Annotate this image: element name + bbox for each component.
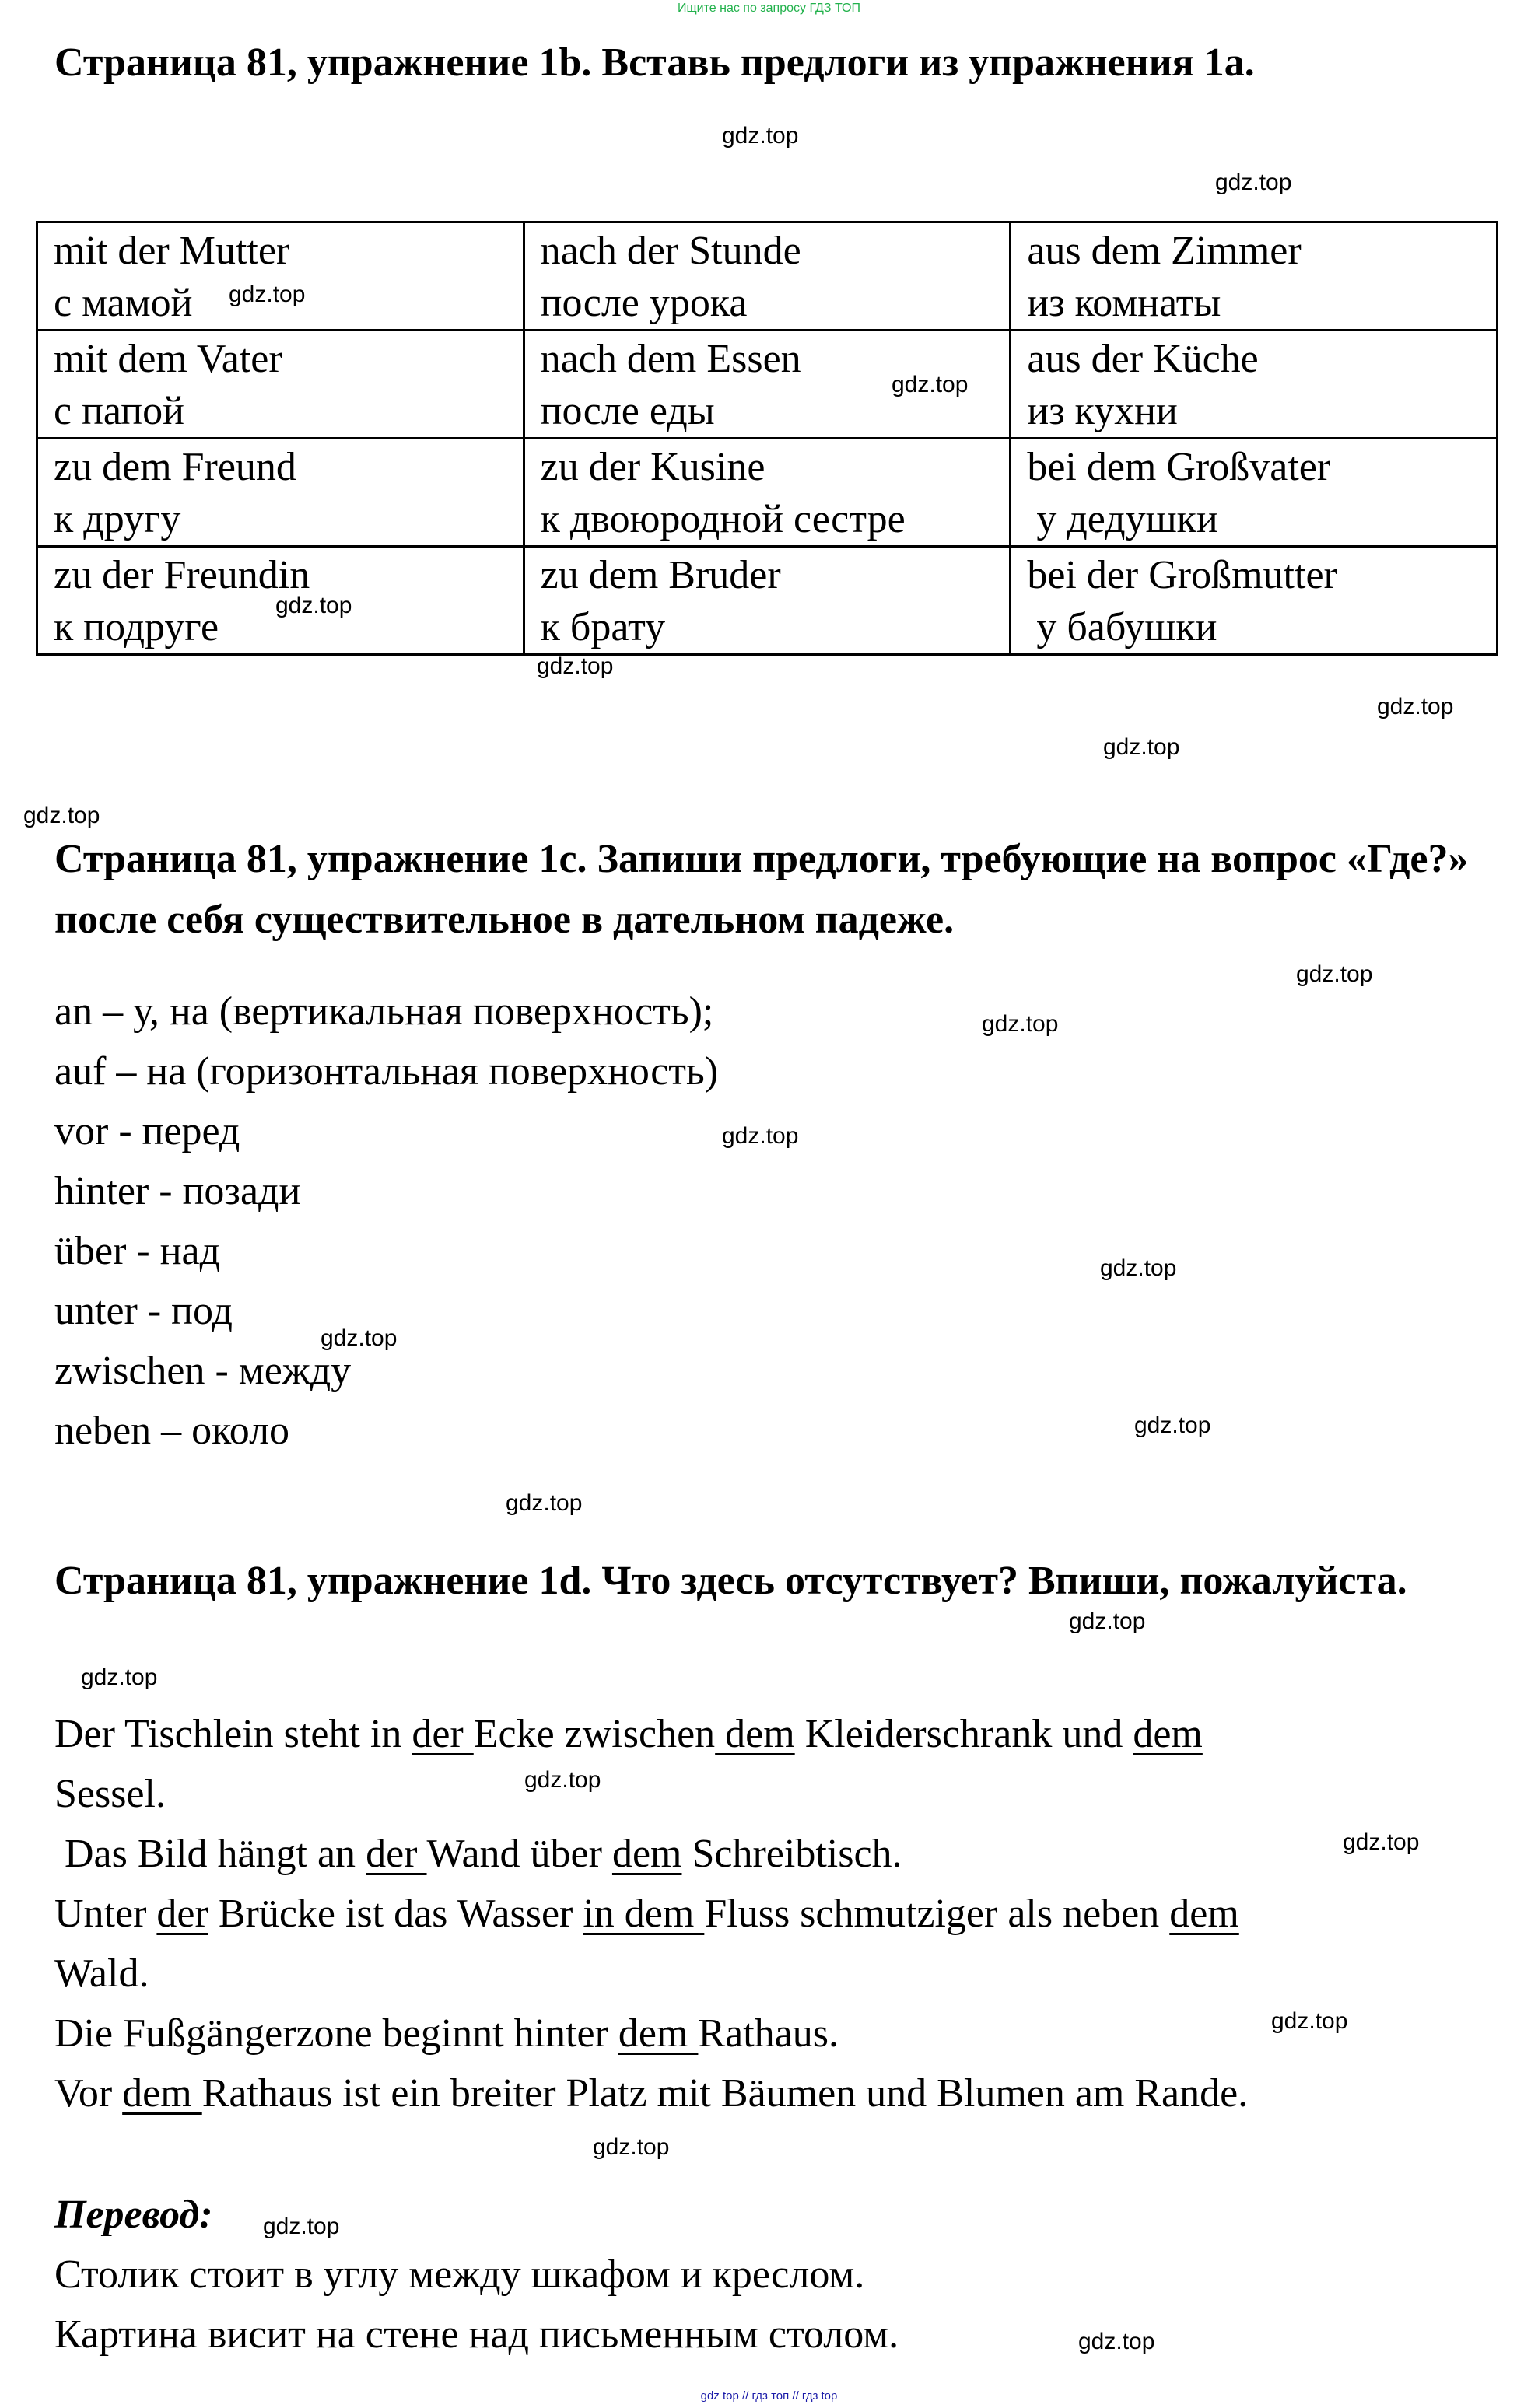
header-search-hint[interactable]: Ищите нас по запросу ГДЗ ТОП bbox=[678, 2, 860, 15]
cell-german: zu dem Freund bbox=[54, 445, 296, 489]
table-cell bbox=[37, 222, 524, 331]
translation-line: Столик стоит в углу между шкафом и креслом. bbox=[54, 2252, 865, 2297]
watermark: gdz.top bbox=[1069, 1608, 1146, 1634]
sentence-2: Das Bild hängt an der Wand über dem Schreibtisch. bbox=[54, 1832, 902, 1876]
cell-russian: к двоюродной сестре bbox=[540, 497, 906, 541]
list-item: vor - перед bbox=[54, 1109, 240, 1153]
footer-links[interactable]: gdz top // гдз топ // гдз top bbox=[700, 2389, 838, 2403]
cell-german: nach der Stunde bbox=[540, 229, 801, 273]
watermark: gdz.top bbox=[892, 372, 969, 397]
table-row bbox=[37, 547, 1498, 655]
watermark: gdz.top bbox=[1377, 694, 1454, 719]
cell-german: bei der Großmutter bbox=[1027, 553, 1337, 597]
cell-german: nach dem Essen bbox=[540, 337, 801, 381]
list-item: über - над bbox=[54, 1229, 221, 1273]
section-1b-heading: Страница 81, упражнение 1b. Вставь предлоги из упражнения 1a. bbox=[54, 40, 1255, 85]
cell-german: mit dem Vater bbox=[54, 337, 282, 381]
watermark: gdz.top bbox=[321, 1325, 398, 1351]
cell-russian: с мамой bbox=[54, 281, 193, 325]
sentence-3: Unter der Brücke ist das Wasser in dem Fluss schmutziger als neben dem bbox=[54, 1892, 1239, 1936]
sentence-1-continued: Sessel. bbox=[54, 1772, 166, 1816]
watermark: gdz.top bbox=[1271, 2008, 1348, 2034]
cell-russian: после еды bbox=[540, 389, 715, 433]
table-row bbox=[37, 439, 1498, 547]
watermark: gdz.top bbox=[722, 123, 799, 149]
watermark: gdz.top bbox=[537, 653, 614, 679]
section-1c-heading: Страница 81, упражнение 1c. Запиши предлоги, требующие на вопрос «Где?» после себя существительное в дательном падеже. bbox=[54, 837, 1469, 942]
watermark: gdz.top bbox=[1296, 961, 1373, 987]
cell-russian: из кухни bbox=[1027, 389, 1178, 433]
watermark: gdz.top bbox=[1103, 734, 1180, 760]
cell-german: zu dem Bruder bbox=[540, 553, 781, 597]
table-row bbox=[37, 222, 1498, 331]
watermark: gdz.top bbox=[593, 2134, 670, 2160]
cell-russian: к брату bbox=[540, 605, 666, 649]
watermark: gdz.top bbox=[23, 803, 100, 828]
table-cell bbox=[1011, 439, 1498, 547]
list-item: auf – на (горизонтальная поверхность) bbox=[54, 1049, 719, 1094]
table-row bbox=[37, 331, 1498, 439]
watermark: gdz.top bbox=[1078, 2329, 1155, 2354]
cell-german: zu der Freundin bbox=[54, 553, 310, 597]
watermark: gdz.top bbox=[982, 1011, 1059, 1037]
list-item: an – у, на (вертикальная поверхность); bbox=[54, 989, 714, 1034]
cell-german: mit der Mutter bbox=[54, 229, 290, 273]
list-item: zwischen - между bbox=[54, 1349, 352, 1393]
watermark: gdz.top bbox=[263, 2214, 340, 2239]
cell-russian: у дедушки bbox=[1036, 497, 1218, 541]
table-cell bbox=[524, 547, 1011, 655]
watermark: gdz.top bbox=[722, 1123, 799, 1149]
watermark: gdz.top bbox=[506, 1490, 583, 1516]
table-cell bbox=[1011, 547, 1498, 655]
watermark: gdz.top bbox=[1100, 1255, 1177, 1281]
watermark: gdz.top bbox=[524, 1767, 601, 1793]
sentence-4: Die Fußgängerzone beginnt hinter dem Rathaus. bbox=[54, 2011, 839, 2056]
cell-russian: из комнаты bbox=[1027, 281, 1221, 325]
sentence-1: Der Tischlein steht in der Ecke zwischen dem Kleiderschrank und dem bbox=[54, 1712, 1203, 1756]
watermark: gdz.top bbox=[229, 282, 306, 307]
watermark: gdz.top bbox=[1134, 1412, 1211, 1438]
list-item: neben – около bbox=[54, 1409, 290, 1453]
table-cell bbox=[1011, 222, 1498, 331]
table-cell bbox=[37, 331, 524, 439]
cell-german: aus dem Zimmer bbox=[1027, 229, 1302, 273]
cell-russian: к другу bbox=[54, 497, 181, 541]
cell-russian: у бабушки bbox=[1036, 605, 1217, 649]
table-cell bbox=[1011, 331, 1498, 439]
sentence-5: Vor dem Rathaus ist ein breiter Platz mit Bäumen und Blumen am Rande. bbox=[54, 2071, 1249, 2116]
section-1d-heading: Страница 81, упражнение 1d. Что здесь отсутствует? Впиши, пожалуйста. bbox=[54, 1559, 1407, 1603]
table-cell bbox=[524, 222, 1011, 331]
watermark: gdz.top bbox=[275, 593, 352, 618]
watermark: gdz.top bbox=[1215, 170, 1292, 195]
cell-german: aus der Küche bbox=[1027, 337, 1259, 381]
translation-line: Картина висит на стене над письменным столом. bbox=[54, 2312, 899, 2357]
list-item: hinter - позади bbox=[54, 1169, 301, 1213]
table-cell bbox=[524, 439, 1011, 547]
translation-heading: Перевод: bbox=[54, 2193, 213, 2237]
cell-russian: к подруге bbox=[54, 605, 219, 649]
list-item: unter - под bbox=[54, 1289, 233, 1333]
watermark: gdz.top bbox=[1343, 1829, 1420, 1855]
cell-russian: с папой bbox=[54, 389, 184, 433]
cell-russian: после урока bbox=[540, 281, 748, 325]
cell-german: bei dem Großvater bbox=[1027, 445, 1331, 489]
sentence-3-continued: Wald. bbox=[54, 1951, 149, 1996]
watermark: gdz.top bbox=[81, 1664, 158, 1690]
cell-german: zu der Kusine bbox=[540, 445, 765, 489]
table-cell bbox=[37, 439, 524, 547]
